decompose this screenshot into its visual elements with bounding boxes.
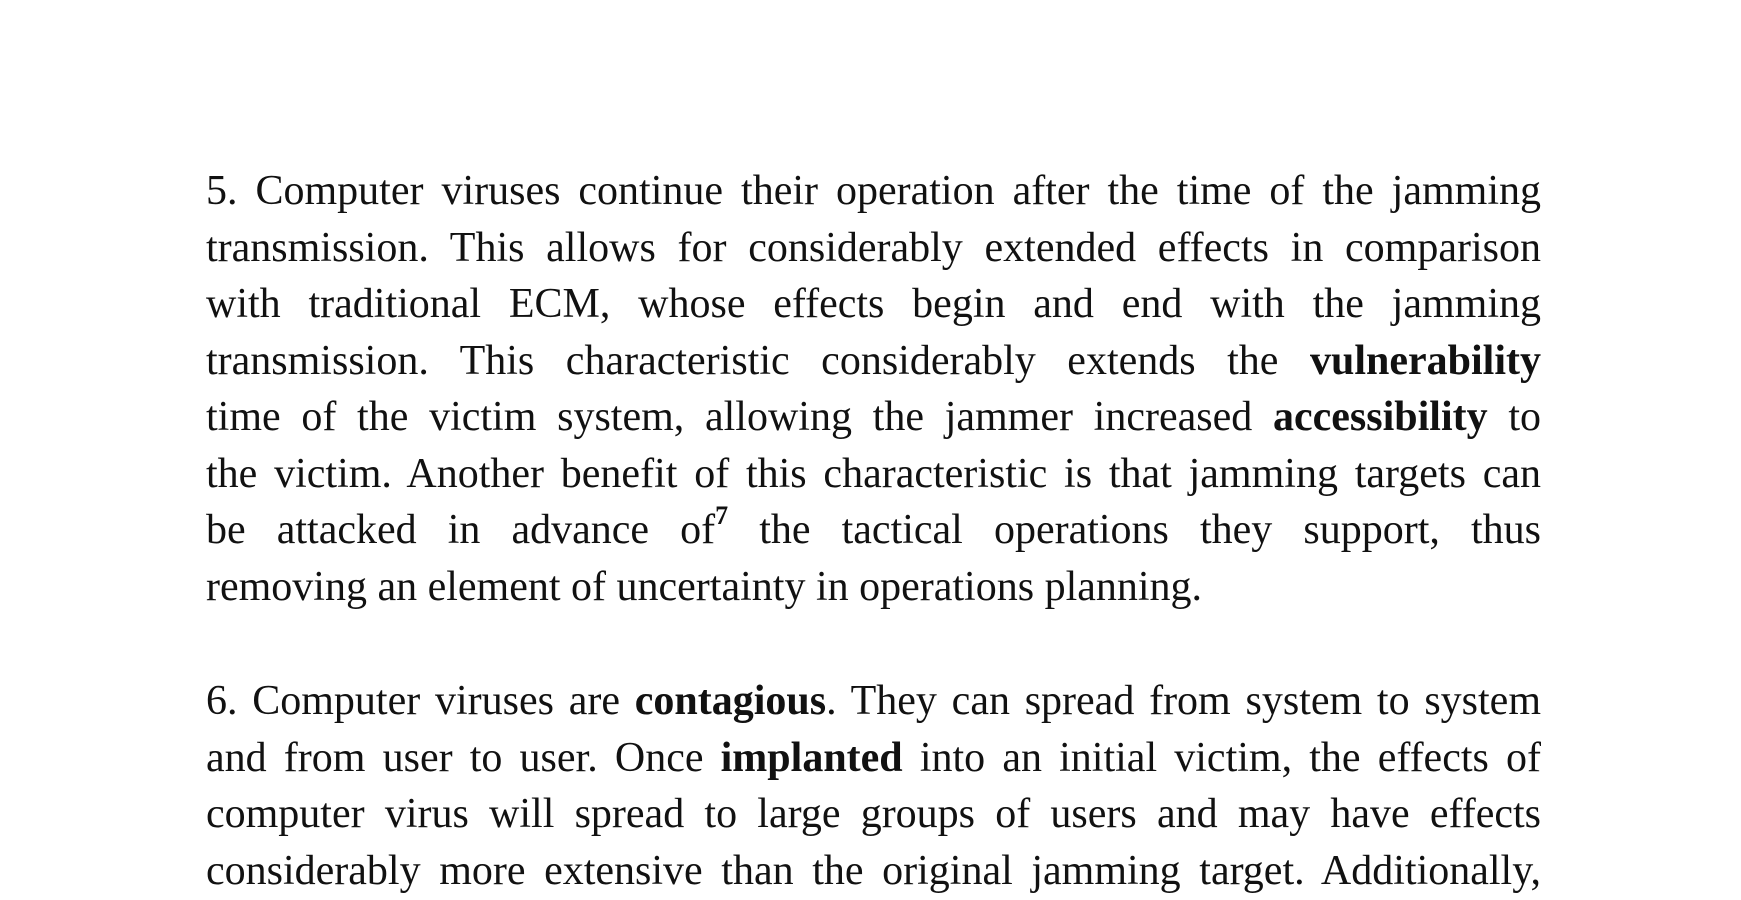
text-line: 5. Computer viruses continue their operation after the time of the jamming <box>206 168 1541 214</box>
text-line: removing an element of uncertainty in operations planning. <box>206 563 1203 610</box>
text-line: transmission. This allows for considerably extended effects in comparison <box>206 224 1541 271</box>
emphasis-vulnerability: vulnerability <box>1309 337 1541 384</box>
paragraph-6 <box>206 673 1541 899</box>
text-line: and from user to user. Once implanted into an initial victim, the effects of <box>206 734 1541 781</box>
paragraph-5 <box>206 163 1541 615</box>
emphasis-accessibility: accessibility <box>1272 394 1488 440</box>
text-line: the victim. Another benefit of this characteristic is that jamming targets can <box>206 450 1541 497</box>
text-line: with traditional ECM, whose effects begin and end with the jamming <box>206 281 1541 327</box>
emphasis-implanted: implanted <box>720 734 903 781</box>
text-line: transmission. This characteristic considerably extends the vulnerability <box>206 337 1541 384</box>
text-line: considerably more extensive than the original jamming target. Additionally, <box>206 847 1541 894</box>
text-line: computer virus will spread to large groups of users and may have effects <box>206 791 1541 837</box>
emphasis-contagious: contagious <box>634 678 827 724</box>
text-line: 6. Computer viruses are contagious. They can spread from system to system <box>206 678 1541 724</box>
text-line: time of the victim system, allowing the jammer increased accessibility to <box>206 394 1541 440</box>
text-line: be attacked in advance $of^7$ the tactical operations they support, thus <box>206 501 1541 553</box>
footnote-reference: 7 <box>715 501 729 530</box>
